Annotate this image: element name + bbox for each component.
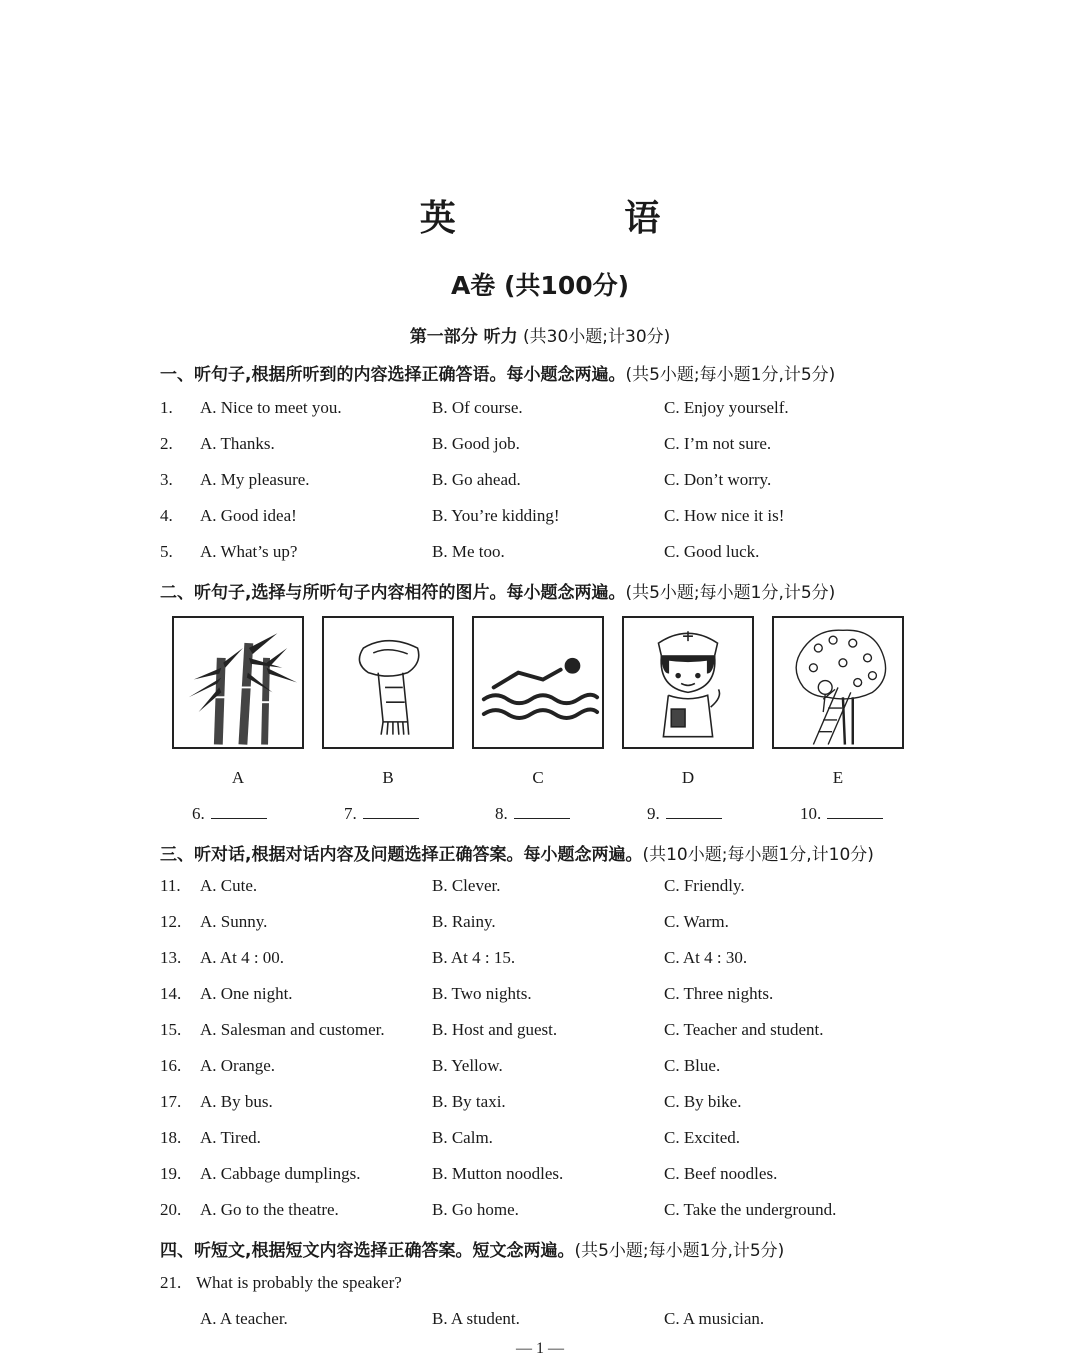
option-a: A. Cute. (200, 876, 258, 895)
answer-blank[interactable] (495, 804, 570, 824)
part-heading (0, 322, 1080, 347)
option-a: A. Nice to meet you. (200, 398, 342, 417)
question-row (160, 1200, 1060, 1224)
option-a: A. By bus. (200, 1092, 273, 1111)
option-c: C. I’m not sure. (664, 434, 772, 453)
swimming-icon (472, 616, 604, 749)
question-number: 18. (160, 1128, 182, 1147)
question-number: 2. (160, 434, 173, 453)
question-number: 16. (160, 1056, 182, 1075)
section-heading-1 (160, 360, 835, 385)
question-row (160, 1056, 1060, 1080)
option-b: B. Host and guest. (432, 1020, 558, 1039)
question-row (160, 1092, 1060, 1116)
answer-blank[interactable] (800, 804, 883, 824)
option-b: B. Go ahead. (432, 470, 521, 489)
paper-subtitle: A卷 (共100分) (450, 271, 630, 300)
option-c: C. Warm. (664, 912, 729, 931)
section-heading-3 (160, 840, 874, 865)
blank-number: 7. (344, 804, 357, 823)
question-row (160, 876, 1060, 900)
blank-number: 8. (495, 804, 508, 823)
nurse-icon (622, 616, 754, 749)
option-a: A. A teacher. (200, 1309, 288, 1328)
question-row (160, 542, 1060, 566)
answer-blank[interactable] (192, 804, 267, 824)
question-row (160, 912, 1060, 936)
blank-number: 6. (192, 804, 205, 823)
blank-line (363, 804, 419, 819)
blank-line (666, 804, 722, 819)
question-stem (160, 1273, 1060, 1297)
picture-label: C (532, 768, 544, 787)
option-a: A. Cabbage dumplings. (200, 1164, 361, 1183)
option-b: B. You’re kidding! (432, 506, 560, 525)
option-c: C. Excited. (664, 1128, 741, 1147)
question-row (160, 948, 1060, 972)
option-b: B. Two nights. (432, 984, 532, 1003)
scarf-icon (322, 616, 454, 749)
question-options (160, 1309, 1060, 1333)
option-b: B. Mutton noodles. (432, 1164, 564, 1183)
option-a: A. Sunny. (200, 912, 268, 931)
option-b: B. Calm. (432, 1128, 493, 1147)
option-c: C. By bike. (664, 1092, 742, 1111)
picture-label: D (681, 768, 695, 787)
question-row (160, 1164, 1060, 1188)
section-title: 二、听句子,选择与所听句子内容相符的图片。每小题念两遍。 (160, 583, 626, 603)
question-row (160, 398, 1060, 422)
question-row (160, 470, 1060, 494)
part-note: (共30小题;计30分) (523, 327, 671, 347)
option-a: A. Thanks. (200, 434, 275, 453)
question-row (160, 434, 1060, 458)
option-c: C. Beef noodles. (664, 1164, 778, 1183)
apple-picking-icon (772, 616, 904, 749)
answer-blank[interactable] (647, 804, 722, 824)
blank-line (514, 804, 570, 819)
picture-label: A (231, 768, 245, 787)
option-c: C. Friendly. (664, 876, 745, 895)
question-row (160, 1020, 1060, 1044)
blank-line (827, 804, 883, 819)
question-row (160, 984, 1060, 1008)
option-c: C. Enjoy yourself. (664, 398, 789, 417)
option-b: B. Yellow. (432, 1056, 503, 1075)
blank-number: 9. (647, 804, 660, 823)
option-c: C. At 4 : 30. (664, 948, 748, 967)
question-number: 21. (160, 1273, 182, 1292)
option-b: B. Rainy. (432, 912, 496, 931)
blank-line (211, 804, 267, 819)
question-number: 15. (160, 1020, 182, 1039)
question-number: 1. (160, 398, 173, 417)
option-b: B. Clever. (432, 876, 501, 895)
option-c: C. Blue. (664, 1056, 721, 1075)
bamboo-icon (172, 616, 304, 749)
question-number: 14. (160, 984, 182, 1003)
question-number: 5. (160, 542, 173, 561)
page-title: 英 语 (419, 198, 739, 239)
option-b: B. Go home. (432, 1200, 519, 1219)
question-text: What is probably the speaker? (196, 1273, 402, 1292)
option-c: C. Three nights. (664, 984, 774, 1003)
option-c: C. How nice it is! (664, 506, 785, 525)
section-heading-2 (160, 578, 835, 603)
option-a: A. Salesman and customer. (200, 1020, 385, 1039)
section-note: (共5小题;每小题1分,计5分) (574, 1241, 785, 1261)
option-b: B. A student. (432, 1309, 520, 1328)
question-number: 17. (160, 1092, 182, 1111)
question-row (160, 1128, 1060, 1152)
option-c: C. Teacher and student. (664, 1020, 824, 1039)
option-a: A. My pleasure. (200, 470, 310, 489)
section-title: 三、听对话,根据对话内容及问题选择正确答案。每小题念两遍。 (160, 845, 643, 865)
question-number: 12. (160, 912, 182, 931)
option-a: A. Good idea! (200, 506, 297, 525)
section-note: (共5小题;每小题1分,计5分) (625, 365, 836, 385)
option-c: C. A musician. (664, 1309, 765, 1328)
question-number: 13. (160, 948, 182, 967)
option-b: B. Of course. (432, 398, 523, 417)
section-title: 四、听短文,根据短文内容选择正确答案。短文念两遍。 (160, 1241, 575, 1261)
option-a: A. At 4 : 00. (200, 948, 285, 967)
option-a: A. One night. (200, 984, 293, 1003)
section-note: (共10小题;每小题1分,计10分) (642, 845, 874, 865)
option-b: B. At 4 : 15. (432, 948, 516, 967)
section-heading-4 (160, 1236, 784, 1261)
option-b: B. Me too. (432, 542, 505, 561)
part-name: 第一部分 听力 (409, 327, 518, 347)
question-number: 11. (160, 876, 181, 895)
option-c: C. Don’t worry. (664, 470, 772, 489)
blank-number: 10. (800, 804, 822, 823)
question-number: 3. (160, 470, 173, 489)
option-a: A. What’s up? (200, 542, 298, 561)
question-number: 20. (160, 1200, 182, 1219)
option-c: C. Good luck. (664, 542, 760, 561)
section-note: (共5小题;每小题1分,计5分) (625, 583, 836, 603)
option-c: C. Take the underground. (664, 1200, 837, 1219)
picture-label: E (832, 768, 844, 787)
option-b: B. Good job. (432, 434, 520, 453)
option-a: A. Tired. (200, 1128, 261, 1147)
section-title: 一、听句子,根据所听到的内容选择正确答语。每小题念两遍。 (160, 365, 626, 385)
option-a: A. Orange. (200, 1056, 276, 1075)
option-b: B. By taxi. (432, 1092, 506, 1111)
picture-label: B (382, 768, 394, 787)
question-number: 19. (160, 1164, 182, 1183)
page-number: — 1 — (516, 1340, 564, 1357)
answer-blank[interactable] (344, 804, 419, 824)
question-row (160, 506, 1060, 530)
option-a: A. Go to the theatre. (200, 1200, 339, 1219)
question-number: 4. (160, 506, 173, 525)
